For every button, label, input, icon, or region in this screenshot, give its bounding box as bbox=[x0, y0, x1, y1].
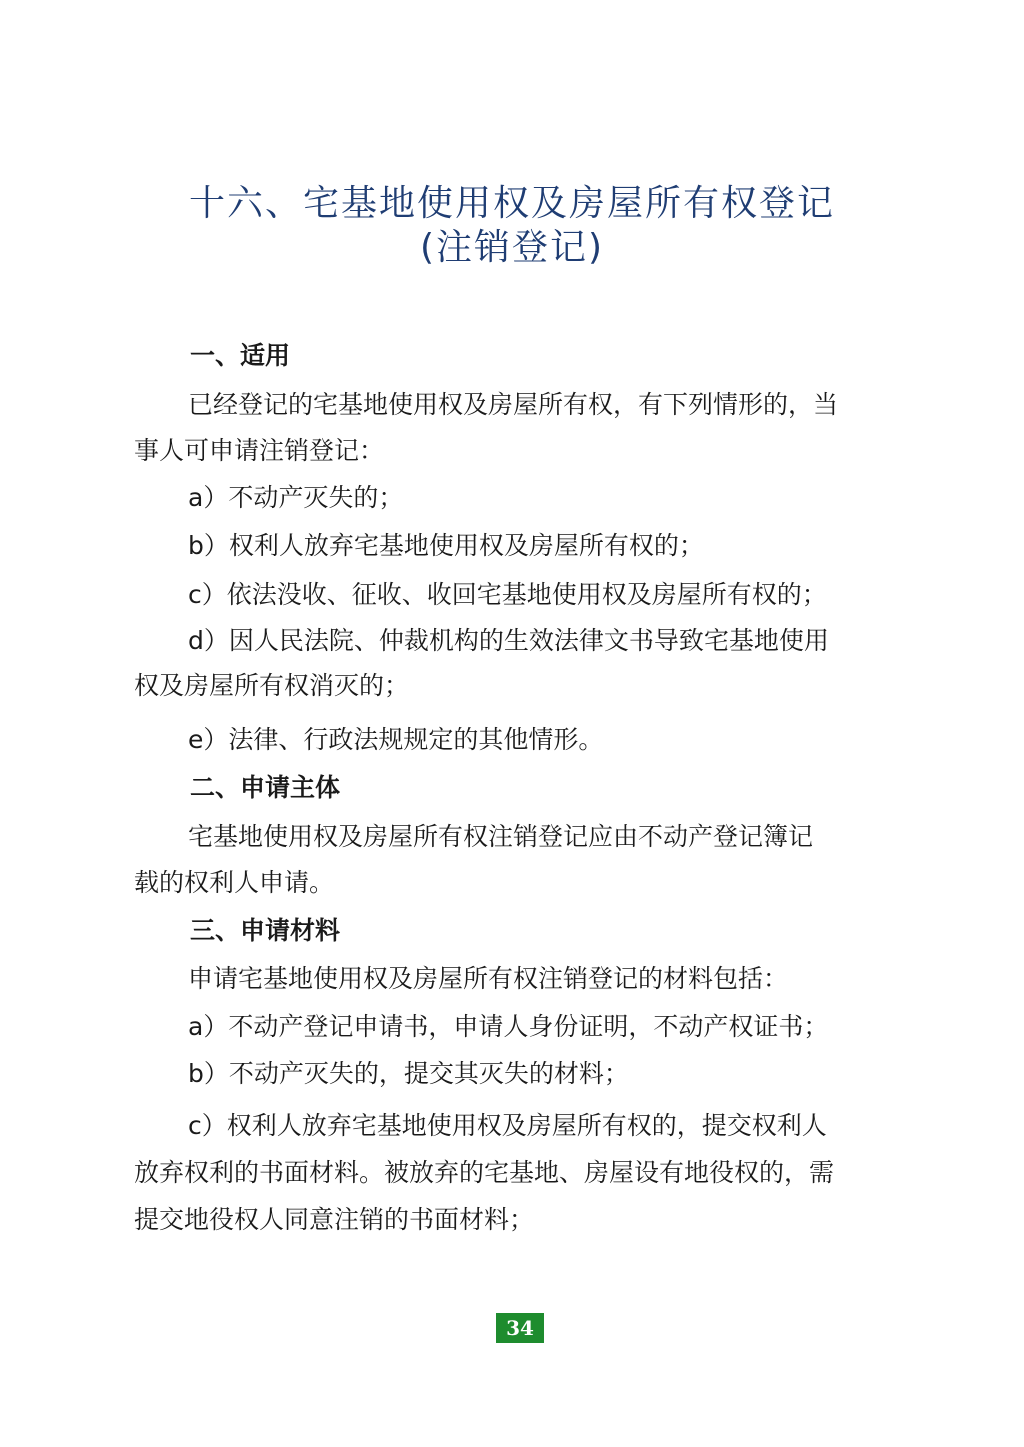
section-heading: 三、申请材料 bbox=[190, 916, 341, 945]
page-number: 34 bbox=[496, 1313, 544, 1343]
paragraph-line: 已经登记的宅基地使用权及房屋所有权，有下列情形的，当 bbox=[188, 390, 839, 419]
paragraph-line: 事人可申请注销登记： bbox=[134, 436, 385, 465]
paragraph-line: 载的权利人申请。 bbox=[134, 868, 335, 897]
list-item: c）权利人放弃宅基地使用权及房屋所有权的，提交权利人 bbox=[188, 1111, 827, 1140]
list-item-continued: 放弃权利的书面材料。被放弃的宅基地、房屋设有地役权的，需 bbox=[134, 1158, 835, 1187]
list-item: b）不动产灭失的，提交其灭失的材料； bbox=[188, 1059, 629, 1088]
section-heading: 一、适用 bbox=[190, 341, 291, 370]
list-item: c）依法没收、征收、收回宅基地使用权及房屋所有权的； bbox=[188, 580, 827, 609]
list-item: a）不动产灭失的； bbox=[188, 483, 404, 512]
section-heading: 二、申请主体 bbox=[190, 773, 341, 802]
paragraph-line: 申请宅基地使用权及房屋所有权注销登记的材料包括： bbox=[188, 964, 789, 993]
list-item: a）不动产登记申请书，申请人身份证明，不动产权证书； bbox=[188, 1012, 829, 1041]
title-line-1: 十六、宅基地使用权及房屋所有权登记 bbox=[188, 183, 835, 224]
paragraph-line: 宅基地使用权及房屋所有权注销登记应由不动产登记簿记 bbox=[188, 822, 814, 851]
list-item: d）因人民法院、仲裁机构的生效法律文书导致宅基地使用 bbox=[188, 626, 829, 655]
list-item: b）权利人放弃宅基地使用权及房屋所有权的； bbox=[188, 531, 704, 560]
list-item-continued: 提交地役权人同意注销的书面材料； bbox=[134, 1205, 535, 1234]
list-item-continued: 权及房屋所有权消灭的； bbox=[134, 671, 410, 700]
list-item: e）法律、行政法规规定的其他情形。 bbox=[188, 725, 604, 754]
title-line-2: (注销登记) bbox=[419, 227, 605, 268]
